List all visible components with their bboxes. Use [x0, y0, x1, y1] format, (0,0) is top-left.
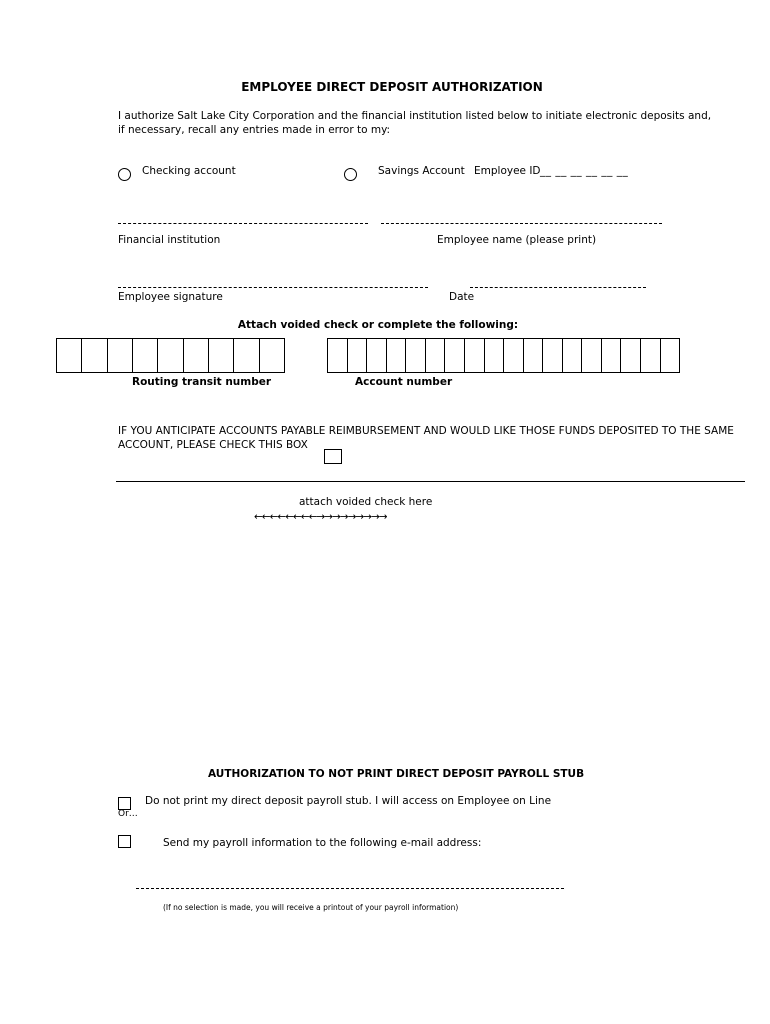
check-section-heading: Attach voided check or complete the following: [237, 319, 519, 331]
routing-digit-box[interactable] [184, 339, 209, 372]
intro-line-2: if necessary, recall any entries made in error to my: [118, 124, 391, 136]
date-label: Date [449, 291, 475, 303]
attach-check-label: attach voided check here [299, 496, 433, 508]
employee-id-field[interactable]: __ __ __ __ __ __ [540, 165, 629, 177]
account-digit-box[interactable] [406, 339, 426, 372]
account-digit-box[interactable] [563, 339, 583, 372]
account-digit-box[interactable] [602, 339, 622, 372]
routing-digit-box[interactable] [158, 339, 183, 372]
savings-account-radio[interactable] [344, 168, 357, 181]
email-payroll-label: Send my payroll information to the following e-mail address: [163, 837, 482, 849]
account-digit-box[interactable] [543, 339, 563, 372]
routing-digit-box[interactable] [234, 339, 259, 372]
account-digit-box[interactable] [465, 339, 485, 372]
financial-institution-label: Financial institution [118, 234, 221, 246]
account-digit-box[interactable] [426, 339, 446, 372]
account-digit-box[interactable] [504, 339, 524, 372]
account-digit-box[interactable] [582, 339, 602, 372]
do-not-print-label: Do not print my direct deposit payroll stub. I will access on Employee on Line [145, 795, 552, 807]
checking-account-radio[interactable] [118, 168, 131, 181]
page-title: EMPLOYEE DIRECT DEPOSIT AUTHORIZATION [241, 80, 543, 94]
account-digit-box[interactable] [367, 339, 387, 372]
account-digit-box[interactable] [641, 339, 661, 372]
savings-account-label: Savings Account [378, 165, 465, 177]
employee-name-field[interactable] [381, 223, 662, 224]
account-digit-box[interactable] [328, 339, 348, 372]
checking-account-label: Checking account [142, 165, 236, 177]
reimbursement-line-1: IF YOU ANTICIPATE ACCOUNTS PAYABLE REIMBURSEMENT AND WOULD LIKE THOSE FUNDS DEPOSITED TO THE SAME [118, 425, 734, 437]
section-divider [116, 481, 745, 482]
stub-heading: AUTHORIZATION TO NOT PRINT DIRECT DEPOSIT PAYROLL STUB [208, 768, 585, 780]
email-payroll-checkbox[interactable] [118, 835, 131, 848]
routing-digit-box[interactable] [82, 339, 107, 372]
account-number-boxes[interactable] [327, 338, 680, 373]
email-address-field[interactable] [136, 888, 564, 889]
routing-digit-box[interactable] [57, 339, 82, 372]
financial-institution-field[interactable] [118, 223, 368, 224]
account-digit-box[interactable] [445, 339, 465, 372]
employee-signature-field[interactable] [118, 287, 428, 288]
account-digit-box[interactable] [348, 339, 368, 372]
employee-id-label: Employee ID [474, 165, 541, 177]
reimbursement-checkbox[interactable] [324, 449, 342, 464]
account-digit-box[interactable] [621, 339, 641, 372]
account-digit-box[interactable] [524, 339, 544, 372]
routing-digit-box[interactable] [209, 339, 234, 372]
account-digit-box[interactable] [387, 339, 407, 372]
routing-digit-box[interactable] [108, 339, 133, 372]
account-digit-box[interactable] [485, 339, 505, 372]
or-text: Or… [118, 809, 138, 819]
routing-digit-box[interactable] [260, 339, 284, 372]
employee-signature-label: Employee signature [118, 291, 223, 303]
routing-digit-box[interactable] [133, 339, 158, 372]
employee-name-label: Employee name (please print) [437, 234, 597, 246]
routing-number-boxes[interactable] [56, 338, 285, 373]
attach-check-arrows: ←←←←←←←←→→→→→→→→→ [254, 511, 387, 523]
stub-footnote: (If no selection is made, you will receive a printout of your payroll information) [163, 903, 459, 912]
intro-line-1: I authorize Salt Lake City Corporation and the financial institution listed below to initiate electronic deposits and, [118, 110, 712, 122]
account-digit-box[interactable] [661, 339, 680, 372]
account-number-label: Account number [355, 376, 453, 388]
routing-number-label: Routing transit number [132, 376, 272, 388]
reimbursement-line-2: ACCOUNT, PLEASE CHECK THIS BOX [118, 439, 308, 451]
date-field[interactable] [470, 287, 646, 288]
